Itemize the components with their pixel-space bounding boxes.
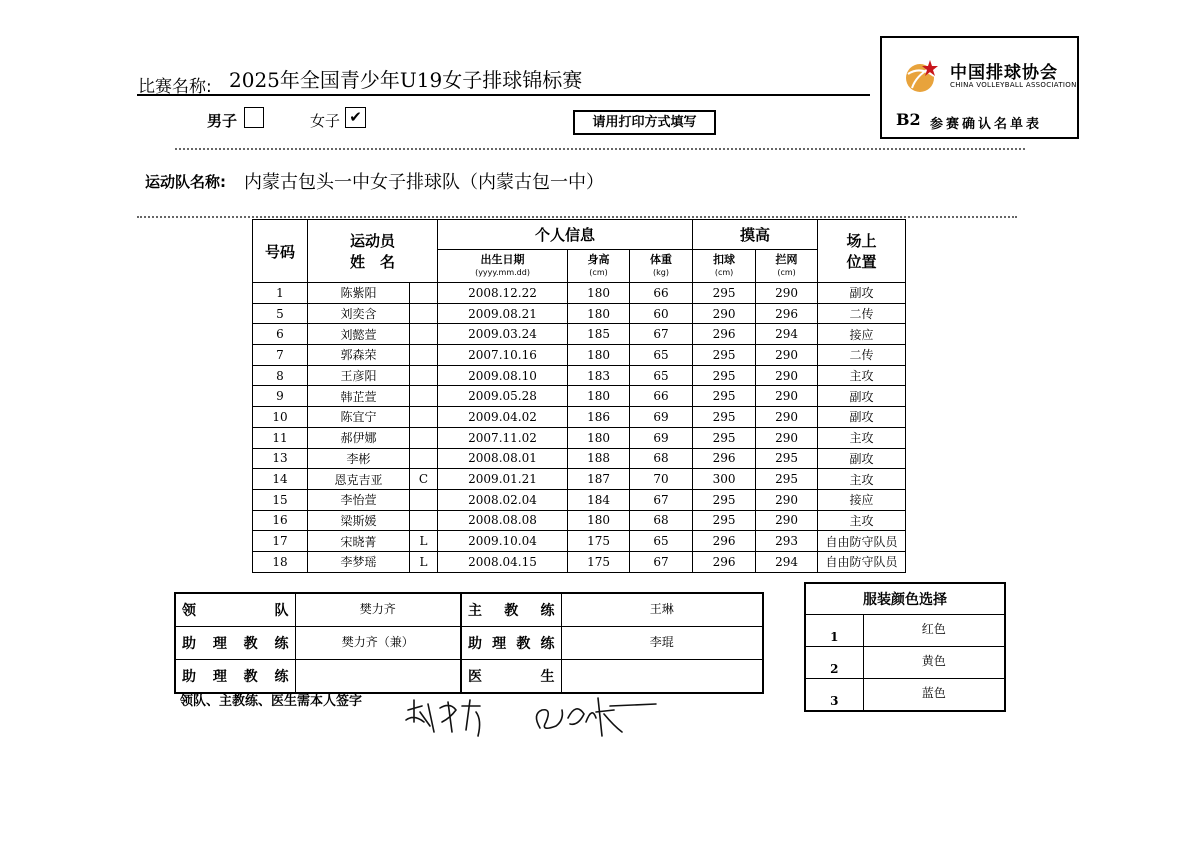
staff-table [174, 592, 764, 694]
athlete-name: 恩克吉亚 [308, 469, 410, 490]
athlete-weight: 65 [630, 365, 693, 386]
table-row [253, 365, 906, 386]
signature-note: 领队、主教练、医生需本人签字 [180, 694, 363, 709]
athlete-spike-reach: 295 [693, 427, 756, 448]
athlete-height: 187 [568, 469, 630, 490]
athlete-name: 刘懿萱 [308, 324, 410, 345]
uniform-option-color: 红色 [863, 615, 1005, 647]
athlete-name: 王彦阳 [308, 365, 410, 386]
athlete-height: 180 [568, 303, 630, 324]
header-spike-label: 扣球 [713, 253, 736, 266]
athlete-spike-reach: 296 [693, 551, 756, 572]
uniform-option-number: 2 [805, 647, 863, 679]
table-row [253, 427, 906, 448]
athlete-block-reach: 293 [756, 531, 818, 552]
athlete-name: 陈宜宁 [308, 407, 410, 428]
signature-image [400, 692, 670, 742]
athlete-role [410, 283, 438, 304]
athlete-block-reach: 290 [756, 489, 818, 510]
athlete-role [410, 407, 438, 428]
athlete-number: 6 [253, 324, 308, 345]
header-spike [693, 250, 756, 283]
athlete-position: 主攻 [818, 365, 906, 386]
team-name: 内蒙古包头一中女子排球队（内蒙古包一中） [244, 172, 604, 193]
form-name: 参赛确认名单表 [930, 117, 1043, 132]
athlete-name: 刘奕含 [308, 303, 410, 324]
athlete-weight: 66 [630, 386, 693, 407]
athlete-height: 186 [568, 407, 630, 428]
athlete-position: 接应 [818, 489, 906, 510]
athlete-height: 180 [568, 386, 630, 407]
athlete-weight: 69 [630, 407, 693, 428]
header-birth-unit: (yyyy.mm.dd) [475, 268, 530, 277]
uniform-color-table [804, 582, 1006, 712]
assistant-coach-value: 李琨 [561, 627, 763, 660]
athlete-role [410, 386, 438, 407]
athlete-position: 接应 [818, 324, 906, 345]
athlete-name: 陈紫阳 [308, 283, 410, 304]
athlete-spike-reach: 295 [693, 283, 756, 304]
athlete-height: 180 [568, 427, 630, 448]
athlete-weight: 67 [630, 324, 693, 345]
athlete-position: 副攻 [818, 448, 906, 469]
team-label: 运动队名称: [145, 173, 226, 191]
athlete-number: 14 [253, 469, 308, 490]
athlete-birth-date: 2008.12.22 [438, 283, 568, 304]
uniform-option-number: 1 [805, 615, 863, 647]
head-coach-value: 王琳 [561, 593, 763, 627]
head-coach-label-text: 主 教 练 [468, 603, 555, 619]
header-weight-unit: (kg) [653, 268, 669, 277]
table-row [253, 489, 906, 510]
header-birth [438, 250, 568, 283]
header-athlete-bottom: 姓 名 [350, 253, 396, 271]
athlete-block-reach: 296 [756, 303, 818, 324]
header-personal-info: 个人信息 [438, 220, 693, 250]
athlete-height: 185 [568, 324, 630, 345]
athlete-birth-date: 2008.04.15 [438, 551, 568, 572]
header-weight [630, 250, 693, 283]
table-row [253, 303, 906, 324]
athlete-birth-date: 2008.08.08 [438, 510, 568, 531]
athlete-birth-date: 2008.02.04 [438, 489, 568, 510]
athlete-role: L [410, 531, 438, 552]
female-label: 女子 [310, 112, 341, 130]
athlete-spike-reach: 295 [693, 510, 756, 531]
athlete-role [410, 324, 438, 345]
uniform-option-number: 3 [805, 679, 863, 712]
athlete-spike-reach: 295 [693, 489, 756, 510]
athlete-spike-reach: 296 [693, 448, 756, 469]
athlete-block-reach: 290 [756, 386, 818, 407]
athlete-name: 李怡萱 [308, 489, 410, 510]
header-athlete-top: 运动员 [350, 232, 396, 250]
athlete-number: 5 [253, 303, 308, 324]
uniform-option-color: 黄色 [863, 647, 1005, 679]
athlete-role [410, 489, 438, 510]
athlete-number: 10 [253, 407, 308, 428]
header-spike-unit: (cm) [714, 268, 734, 277]
athlete-number: 11 [253, 427, 308, 448]
competition-name: 2025年全国青少年U19女子排球锦标赛 [229, 68, 583, 92]
athlete-block-reach: 290 [756, 510, 818, 531]
header-reach: 摸高 [693, 220, 818, 250]
athlete-birth-date: 2009.08.10 [438, 365, 568, 386]
athlete-position: 副攻 [818, 283, 906, 304]
assistant-coach-label-text: 助 理 教 练 [182, 636, 289, 652]
athlete-height: 183 [568, 365, 630, 386]
table-row [253, 448, 906, 469]
athlete-role [410, 303, 438, 324]
athlete-name: 李梦瑶 [308, 551, 410, 572]
athlete-position: 主攻 [818, 469, 906, 490]
athlete-height: 175 [568, 531, 630, 552]
athlete-name: 郭森荣 [308, 345, 410, 366]
athlete-role: C [410, 469, 438, 490]
athlete-number: 7 [253, 345, 308, 366]
competition-underline [137, 94, 870, 96]
athlete-weight: 60 [630, 303, 693, 324]
athlete-number: 18 [253, 551, 308, 572]
athlete-block-reach: 294 [756, 324, 818, 345]
header-position [818, 220, 906, 283]
header-height-unit: (cm) [589, 268, 608, 277]
male-label: 男子 [207, 112, 238, 130]
assistant-coach-value: 樊力齐（兼） [295, 627, 461, 660]
athlete-weight: 70 [630, 469, 693, 490]
athlete-name: 宋晓菁 [308, 531, 410, 552]
table-row [253, 407, 906, 428]
athlete-height: 175 [568, 551, 630, 572]
header-position-top: 场上 [846, 232, 877, 250]
athlete-block-reach: 290 [756, 427, 818, 448]
athlete-block-reach: 290 [756, 407, 818, 428]
athlete-weight: 65 [630, 345, 693, 366]
header-height [568, 250, 630, 283]
athlete-block-reach: 295 [756, 448, 818, 469]
athlete-spike-reach: 296 [693, 531, 756, 552]
assistant-coach-label [175, 660, 295, 694]
table-row [253, 469, 906, 490]
athlete-birth-date: 2007.11.02 [438, 427, 568, 448]
athlete-height: 184 [568, 489, 630, 510]
athlete-position: 副攻 [818, 386, 906, 407]
competition-label: 比赛名称: [138, 77, 212, 97]
athlete-number: 16 [253, 510, 308, 531]
athlete-spike-reach: 300 [693, 469, 756, 490]
athlete-name: 李彬 [308, 448, 410, 469]
divider [137, 216, 1017, 218]
athlete-name: 郝伊娜 [308, 427, 410, 448]
athlete-birth-date: 2009.01.21 [438, 469, 568, 490]
athlete-position: 自由防守队员 [818, 531, 906, 552]
assistant-coach-label-text: 助 理 教 练 [468, 636, 555, 652]
head-coach-label [461, 593, 561, 627]
athlete-spike-reach: 295 [693, 345, 756, 366]
roster-table [252, 219, 906, 573]
athlete-height: 180 [568, 345, 630, 366]
athlete-birth-date: 2008.08.01 [438, 448, 568, 469]
athlete-role [410, 365, 438, 386]
header-birth-label: 出生日期 [480, 253, 525, 266]
athlete-spike-reach: 295 [693, 386, 756, 407]
header-number: 号码 [253, 220, 308, 283]
athlete-height: 188 [568, 448, 630, 469]
athlete-weight: 67 [630, 551, 693, 572]
athlete-number: 9 [253, 386, 308, 407]
athlete-birth-date: 2009.08.21 [438, 303, 568, 324]
doctor-value [561, 660, 763, 694]
header-block-label: 拦网 [775, 253, 798, 266]
athlete-weight: 67 [630, 489, 693, 510]
athlete-block-reach: 294 [756, 551, 818, 572]
athlete-weight: 66 [630, 283, 693, 304]
athlete-position: 主攻 [818, 510, 906, 531]
athlete-position: 二传 [818, 303, 906, 324]
athlete-birth-date: 2009.03.24 [438, 324, 568, 345]
header-position-bottom: 位置 [846, 253, 877, 271]
athlete-role [410, 448, 438, 469]
athlete-height: 180 [568, 510, 630, 531]
athlete-number: 15 [253, 489, 308, 510]
header-weight-label: 体重 [650, 253, 673, 266]
athlete-role: L [410, 551, 438, 572]
assistant-coach-value [295, 660, 461, 694]
team-leader-value: 樊力齐 [295, 593, 461, 627]
athlete-birth-date: 2007.10.16 [438, 345, 568, 366]
athlete-weight: 68 [630, 510, 693, 531]
table-row [253, 510, 906, 531]
athlete-number: 1 [253, 283, 308, 304]
print-note: 请用打印方式填写 [573, 110, 716, 135]
volleyball-star-icon [904, 58, 940, 94]
athlete-position: 二传 [818, 345, 906, 366]
athlete-spike-reach: 296 [693, 324, 756, 345]
header-height-label: 身高 [587, 253, 610, 266]
athlete-number: 17 [253, 531, 308, 552]
athlete-block-reach: 290 [756, 365, 818, 386]
uniform-option-color: 蓝色 [863, 679, 1005, 712]
athlete-height: 180 [568, 283, 630, 304]
header-block-unit: (cm) [777, 268, 796, 277]
athlete-role [410, 510, 438, 531]
athlete-weight: 68 [630, 448, 693, 469]
assistant-coach-label [175, 627, 295, 660]
table-row [253, 386, 906, 407]
divider [175, 148, 1025, 150]
athlete-position: 副攻 [818, 407, 906, 428]
athlete-number: 13 [253, 448, 308, 469]
table-row [253, 551, 906, 572]
athlete-position: 主攻 [818, 427, 906, 448]
athlete-number: 8 [253, 365, 308, 386]
assistant-coach-label [461, 627, 561, 660]
header-athlete-name [308, 220, 438, 283]
athlete-weight: 65 [630, 531, 693, 552]
logo-panel [880, 36, 1079, 139]
athlete-birth-date: 2009.05.28 [438, 386, 568, 407]
uniform-title: 服装颜色选择 [805, 583, 1005, 615]
table-row [253, 345, 906, 366]
athlete-block-reach: 295 [756, 469, 818, 490]
athlete-role [410, 427, 438, 448]
table-row [253, 283, 906, 304]
header-block [756, 250, 818, 283]
athlete-position: 自由防守队员 [818, 551, 906, 572]
athlete-weight: 69 [630, 427, 693, 448]
athlete-block-reach: 290 [756, 283, 818, 304]
athlete-birth-date: 2009.10.04 [438, 531, 568, 552]
form-code: B2 [896, 110, 921, 129]
athlete-name: 韩芷萱 [308, 386, 410, 407]
assistant-coach-label-text: 助 理 教 练 [182, 669, 289, 685]
doctor-label [461, 660, 561, 694]
athlete-spike-reach: 295 [693, 365, 756, 386]
team-leader-label-text: 领 队 [182, 603, 289, 619]
athlete-spike-reach: 295 [693, 407, 756, 428]
doctor-label-text: 医 生 [468, 669, 555, 685]
team-leader-label [175, 593, 295, 627]
association-name-cn: 中国排球协会 [950, 63, 1058, 83]
male-checkbox[interactable] [244, 107, 264, 128]
athlete-role [410, 345, 438, 366]
athlete-name: 梁斯媛 [308, 510, 410, 531]
association-name-en: CHINA VOLLEYBALL ASSOCIATION [950, 81, 1077, 89]
table-row [253, 324, 906, 345]
athlete-birth-date: 2009.04.02 [438, 407, 568, 428]
athlete-block-reach: 290 [756, 345, 818, 366]
table-row [253, 531, 906, 552]
athlete-spike-reach: 290 [693, 303, 756, 324]
female-checkbox[interactable]: ✔ [345, 107, 366, 128]
